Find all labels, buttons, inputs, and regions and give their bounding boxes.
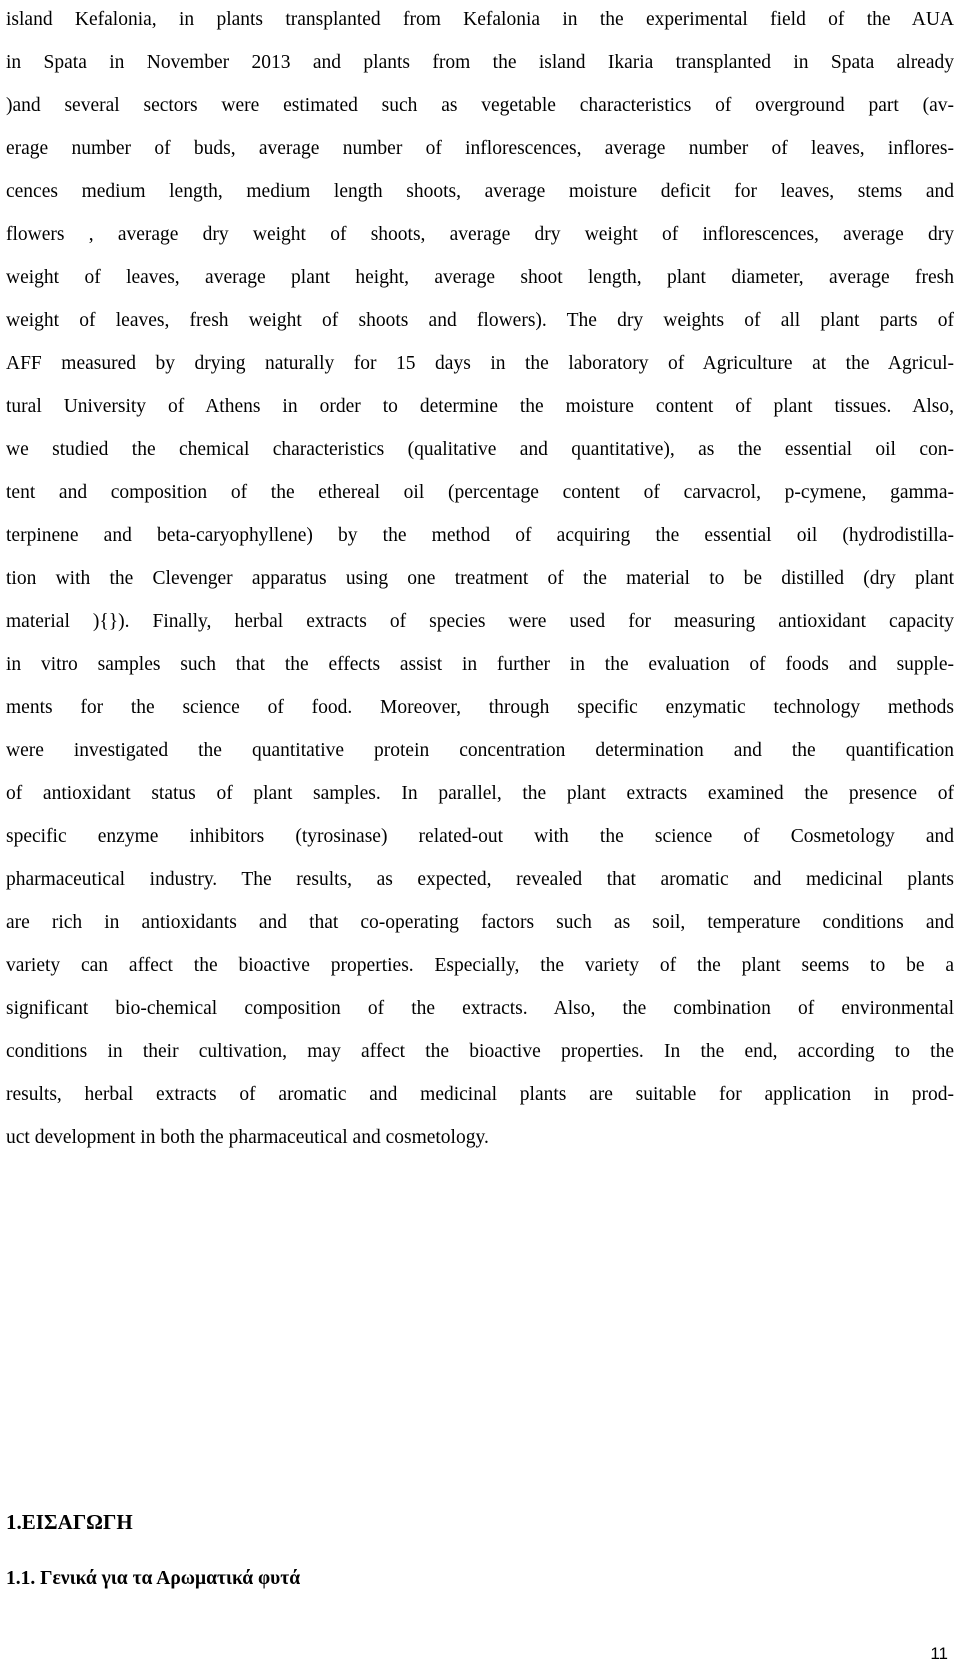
- page-number: 11: [930, 1644, 948, 1663]
- body-text-line: AFF measured by drying naturally for 15 days in the laboratory of Agriculture at the Agricul-: [6, 353, 954, 374]
- body-text-line: ments for the science of food. Moreover, through specific enzymatic technology methods: [6, 697, 954, 718]
- body-text-line: significant bio-chemical composition of the extracts. Also, the combination of environmental: [6, 998, 954, 1019]
- body-text-line: of antioxidant status of plant samples. In parallel, the plant extracts examined the presence of: [6, 783, 954, 804]
- subsection-heading: 1.1. Γενικά για τα Αρωματικά φυτά: [6, 1568, 301, 1589]
- body-text-line: material ){}). Finally, herbal extracts of species were used for measuring antioxidant capacity: [6, 611, 954, 632]
- body-text-line: specific enzyme inhibitors (tyrosinase) related-out with the science of Cosmetology and: [6, 826, 954, 847]
- body-text-line: erage number of buds, average number of inflorescences, average number of leaves, inflores-: [6, 138, 954, 159]
- body-text-line: weight of leaves, average plant height, average shoot length, plant diameter, average fresh: [6, 267, 954, 288]
- body-text-line: terpinene and beta-caryophyllene) by the method of acquiring the essential oil (hydrodistilla-: [6, 525, 954, 546]
- body-text-line: in vitro samples such that the effects assist in further in the evaluation of foods and supple-: [6, 654, 954, 675]
- body-text-line: tent and composition of the ethereal oil (percentage content of carvacrol, p-cymene, gamma-: [6, 482, 954, 503]
- body-text-line: results, herbal extracts of aromatic and medicinal plants are suitable for application in prod-: [6, 1084, 954, 1105]
- body-text-line: island Kefalonia, in plants transplanted from Kefalonia in the experimental field of the AUA: [6, 9, 954, 30]
- body-text-line: conditions in their cultivation, may affect the bioactive properties. In the end, according to the: [6, 1041, 954, 1062]
- body-text-line: cences medium length, medium length shoots, average moisture deficit for leaves, stems and: [6, 181, 954, 202]
- body-text-line: tural University of Athens in order to determine the moisture content of plant tissues. Also,: [6, 396, 954, 417]
- body-text-line: )and several sectors were estimated such as vegetable characteristics of overground part (av-: [6, 95, 954, 116]
- body-text-line: are rich in antioxidants and that co-operating factors such as soil, temperature conditions and: [6, 912, 954, 933]
- body-text-line: weight of leaves, fresh weight of shoots and flowers). The dry weights of all plant parts of: [6, 310, 954, 331]
- body-text-line: variety can affect the bioactive properties. Especially, the variety of the plant seems to be a: [6, 955, 954, 976]
- body-text-line: we studied the chemical characteristics (qualitative and quantitative), as the essential oil con-: [6, 439, 954, 460]
- body-text-line: were investigated the quantitative protein concentration determination and the quantification: [6, 740, 954, 761]
- body-text-line: in Spata in November 2013 and plants from the island Ikaria transplanted in Spata already: [6, 52, 954, 73]
- body-text-line: pharmaceutical industry. The results, as expected, revealed that aromatic and medicinal plants: [6, 869, 954, 890]
- body-text-line: uct development in both the pharmaceutical and cosmetology.: [6, 1127, 489, 1148]
- body-text-line: flowers , average dry weight of shoots, average dry weight of inflorescences, average dry: [6, 224, 954, 245]
- body-text-line: tion with the Clevenger apparatus using one treatment of the material to be distilled (dry plant: [6, 568, 954, 589]
- section-heading: 1.ΕΙΣΑΓΩΓΗ: [6, 1510, 133, 1534]
